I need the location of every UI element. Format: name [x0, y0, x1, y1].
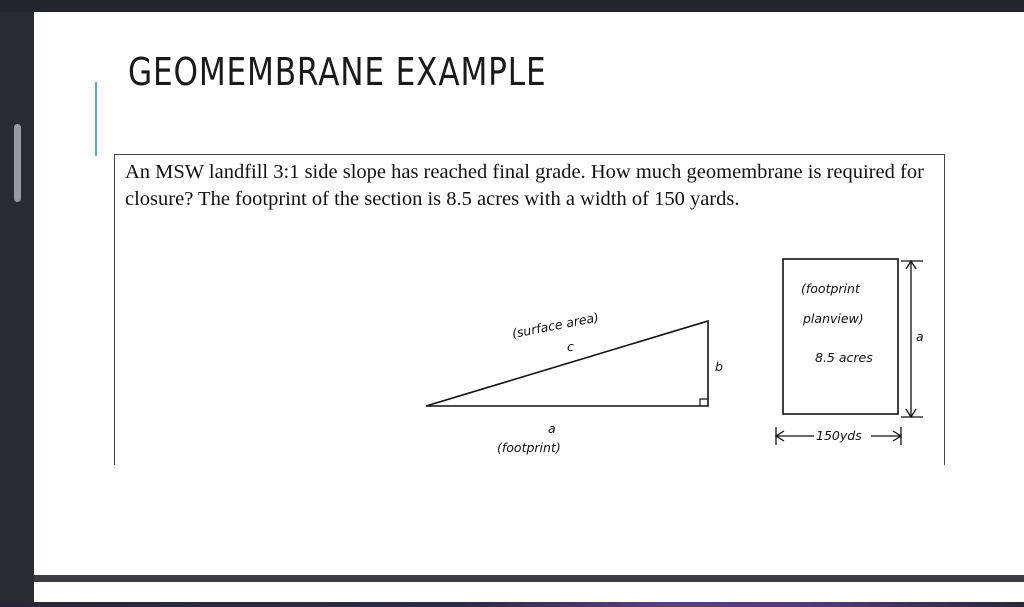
problem-statement: An MSW landfill 3:1 side slope has reached final grade. How much geomembrane is required for closure? The footprint of the section is 8.5 acres with a width of 150 yards. — [125, 161, 924, 210]
base-label: a — [548, 421, 556, 436]
slide — [34, 12, 1024, 575]
plan-note-line2: planview) — [803, 311, 864, 326]
plan-area: 8.5 acres — [815, 350, 873, 365]
base-note: (footprint) — [497, 440, 561, 455]
slide-title: GEOMEMBRANE EXAMPLE — [128, 50, 547, 94]
plan-width-label: 150yds — [816, 428, 862, 443]
plan-note-line1: (footprint — [801, 281, 860, 296]
title-accent-line — [95, 82, 97, 156]
slide-bottom-border — [34, 575, 1024, 582]
bottom-edge — [0, 602, 1024, 607]
hypotenuse-label: c — [567, 339, 574, 354]
next-slide-strip — [34, 582, 1024, 602]
height-label: b — [715, 359, 723, 374]
left-rail — [0, 12, 34, 607]
hypotenuse-note: (surface area) — [510, 309, 601, 341]
scrollbar-thumb[interactable] — [14, 124, 21, 202]
plan-length-label: a — [916, 329, 924, 344]
problem-box — [114, 154, 945, 465]
right-angle-mark — [700, 399, 708, 406]
window-top-bar — [0, 0, 1024, 12]
slope-sketch — [115, 155, 944, 465]
slope-triangle — [426, 321, 708, 406]
